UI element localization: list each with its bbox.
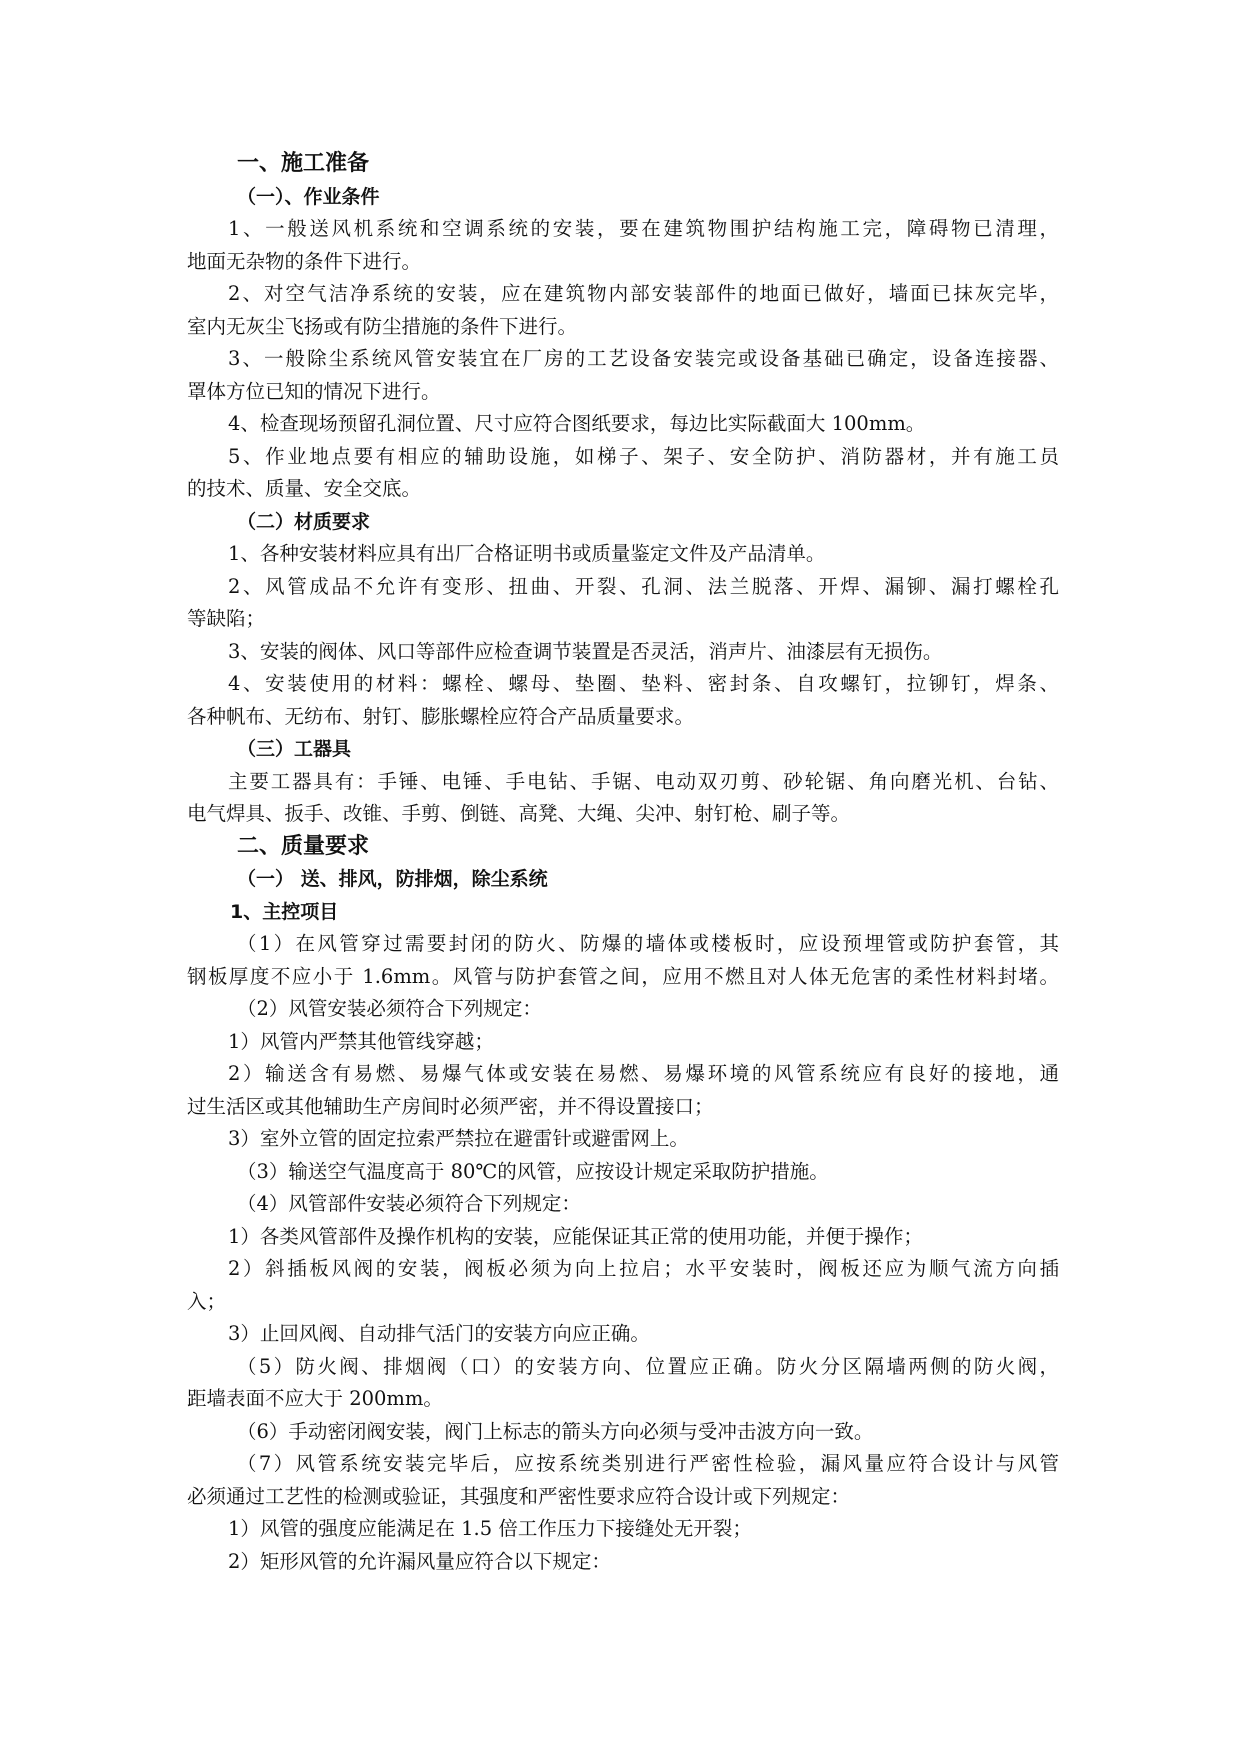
text-line: 4、检查现场预留孔洞位置、尺寸应符合图纸要求，每边比实际截面大 100mm。	[228, 412, 926, 435]
text-line: （3）输送空气温度高于 80℃的风管，应按设计规定采取防护措施。	[237, 1159, 829, 1183]
text-line: 1）各类风管部件及操作机构的安装，应能保证其正常的使用功能，并便于操作；	[228, 1224, 923, 1248]
text-line: 2、对空气洁净系统的安装，应在建筑物内部安装部件的地面已做好，墙面已抹灰完毕，	[228, 282, 1059, 305]
text-line: 的技术、质量、安全交底。	[187, 477, 422, 500]
text-line: 2）斜插板风阀的安装，阀板必须为向上拉启；水平安装时，阀板还应为顺气流方向插	[228, 1257, 1059, 1280]
subsection-heading: （二）材质要求	[237, 510, 371, 533]
text-line: 主要工器具有：手锤、电锤、手电钻、手锯、电动双刃剪、砂轮锯、角向磨光机、台钻、	[228, 769, 1059, 793]
text-line: 5、作业地点要有相应的辅助设施，如梯子、架子、安全防护、消防器材，并有施工员	[228, 444, 1059, 468]
text-line: 电气焊具、扳手、改锥、手剪、倒链、高凳、大绳、尖冲、射钉枪、刷子等。	[187, 802, 851, 825]
text-line: 各种帆布、无纺布、射钉、膨胀螺栓应符合产品质量要求。	[187, 704, 695, 728]
text-line: 等缺陷；	[187, 607, 266, 630]
text-line: 距墙表面不应大于 200mm。	[187, 1387, 443, 1410]
text-line: （2）风管安装必须符合下列规定：	[237, 997, 542, 1020]
text-line: 钢板厚度不应小于 1.6mm。风管与防护套管之间，应用不燃且对人体无危害的柔性材料封堵。	[187, 964, 1059, 988]
text-line: 1）风管的强度应能满足在 1.5 倍工作压力下接缝处无开裂；	[228, 1517, 752, 1540]
text-line: （4）风管部件安装必须符合下列规定：	[237, 1192, 581, 1215]
text-line: 2、风管成品不允许有变形、扭曲、开裂、孔洞、法兰脱落、开焊、漏铆、漏打螺栓孔	[228, 574, 1059, 598]
text-line: 2）输送含有易燃、易爆气体或安装在易燃、易爆环境的风管系统应有良好的接地，通	[228, 1062, 1059, 1085]
text-line: 3）止回风阀、自动排气活门的安装方向应正确。	[228, 1322, 650, 1345]
text-line: 4、安装使用的材料：螺栓、螺母、垫圈、垫料、密封条、自攻螺钉，拉铆钉，焊条、	[228, 672, 1059, 695]
text-line: 3）室外立管的固定拉索严禁拉在避雷针或避雷网上。	[228, 1127, 689, 1150]
text-line: （6）手动密闭阀安装，阀门上标志的箭头方向必须与受冲击波方向一致。	[237, 1419, 874, 1443]
text-line: 罩体方位已知的情况下进行。	[187, 379, 441, 403]
text-line: 1、各种安装材料应具有出厂合格证明书或质量鉴定文件及产品清单。	[228, 542, 826, 565]
text-line: 必须通过工艺性的检测或验证，其强度和严密性要求应符合设计或下列规定：	[187, 1484, 851, 1508]
section-heading: 二、质量要求	[237, 833, 370, 859]
text-line: 室内无灰尘飞扬或有防尘措施的条件下进行。	[187, 314, 578, 338]
text-line: 2）矩形风管的允许漏风量应符合以下规定：	[228, 1549, 611, 1573]
subsection-heading: （一）、作业条件	[237, 185, 380, 208]
text-line: （7）风管系统安装完毕后，应按系统类别进行严密性检验，漏风量应符合设计与风管	[237, 1452, 1059, 1475]
section-heading: 一、施工准备	[237, 151, 370, 176]
text-line: （5）防火阀、排烟阀（口）的安装方向、位置应正确。防火分区隔墙两侧的防火阀，	[237, 1354, 1059, 1378]
text-line: 1）风管内严禁其他管线穿越；	[228, 1029, 494, 1053]
text-line: 入；	[187, 1289, 227, 1313]
text-line: 3、安装的阀体、风口等部件应检查调节装置是否灵活，消声片、油漆层有无损伤。	[228, 639, 943, 663]
subsection-heading: 1、主控项目	[230, 900, 339, 923]
document-body	[187, 148, 1059, 1578]
text-line: 地面无杂物的条件下进行。	[187, 249, 422, 273]
subsection-heading: （三）工器具	[237, 738, 352, 760]
text-line: 过生活区或其他辅助生产房间时必须严密，并不得设置接口；	[187, 1094, 714, 1118]
subsection-heading: （一） 送、排风，防排烟，除尘系统	[237, 868, 548, 890]
text-line: 1、一般送风机系统和空调系统的安装，要在建筑物围护结构施工完，障碍物已清理，	[228, 217, 1059, 240]
text-line: （1）在风管穿过需要封闭的防火、防爆的墙体或楼板时，应设预埋管或防护套管，其	[237, 932, 1059, 955]
text-line: 3、一般除尘系统风管安装宜在厂房的工艺设备安装完或设备基础已确定，设备连接器、	[228, 347, 1059, 370]
